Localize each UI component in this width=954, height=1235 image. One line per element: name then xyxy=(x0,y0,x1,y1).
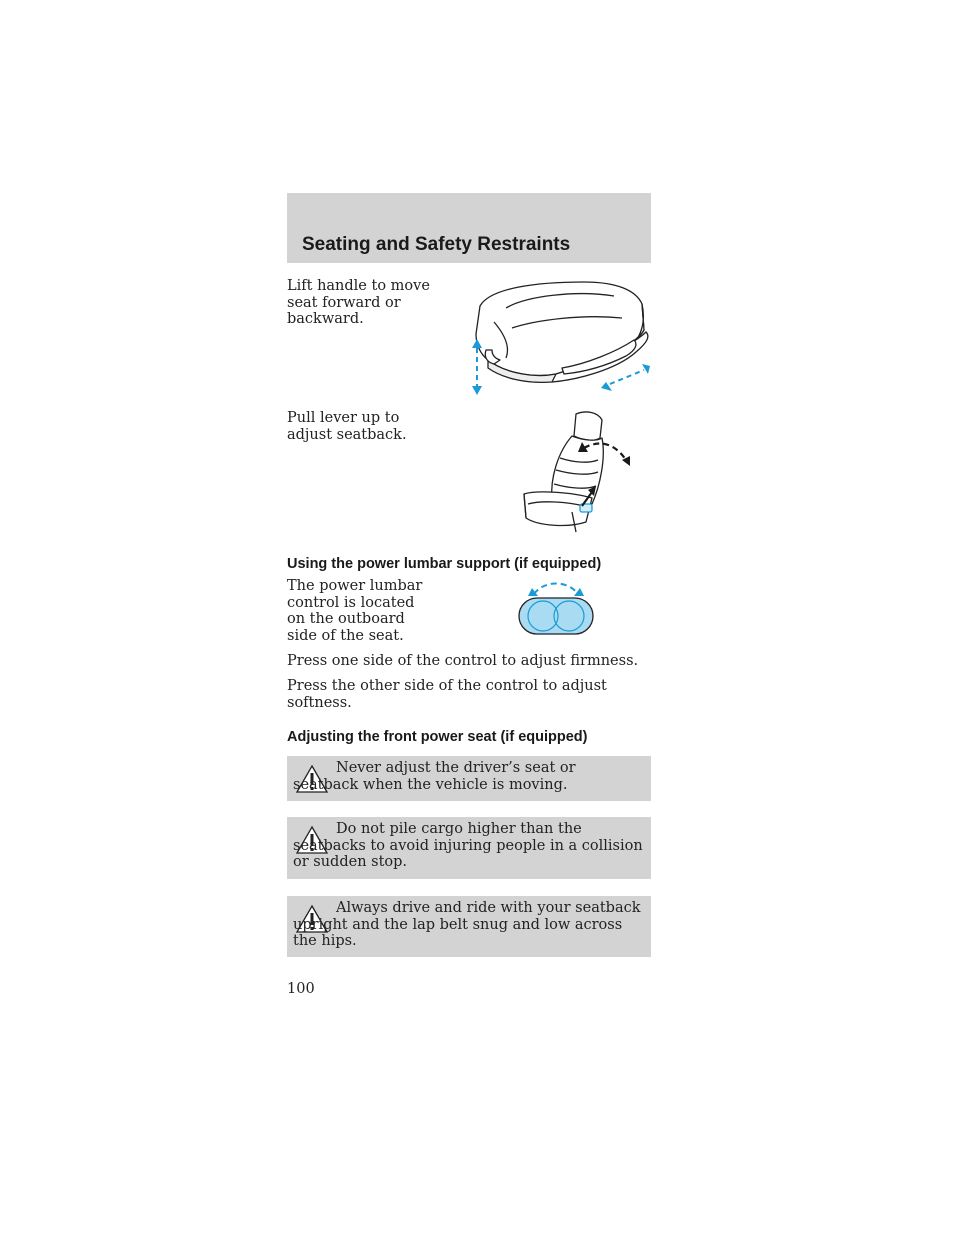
lumbar-softness-text: Press the other side of the control to adjust softness. xyxy=(287,678,607,711)
fore-aft-instruction: Lift handle to move seat forward or backward. xyxy=(287,278,430,327)
warning-box xyxy=(287,896,651,957)
seat-cushion-illustration xyxy=(466,278,656,398)
warning-text: Do not pile cargo higher than the seatbacks to avoid injuring people in a collision or sudden stop. xyxy=(293,821,643,870)
warning-box xyxy=(287,817,651,879)
warning-text: Always drive and ride with your seatback upright and the lap belt snug and low across the hips. xyxy=(293,900,641,949)
section-title: Seating and Safety Restraints xyxy=(302,234,571,255)
lumbar-firmness-text: Press one side of the control to adjust firmness. xyxy=(287,653,639,669)
warning-box xyxy=(287,756,651,801)
lumbar-control-illustration xyxy=(514,578,598,638)
seatback-illustration xyxy=(516,408,636,534)
power-seat-heading: Adjusting the front power seat (if equipped) xyxy=(287,729,588,745)
lumbar-location-text: The power lumbar control is located on the outboard side of the seat. xyxy=(287,578,423,644)
lumbar-heading: Using the power lumbar support (if equipped) xyxy=(287,556,602,572)
warning-text: Never adjust the driver’s seat or seatback when the vehicle is moving. xyxy=(293,760,576,793)
page-number: 100 xyxy=(287,981,315,997)
seatback-instruction: Pull lever up to adjust seatback. xyxy=(287,410,407,443)
